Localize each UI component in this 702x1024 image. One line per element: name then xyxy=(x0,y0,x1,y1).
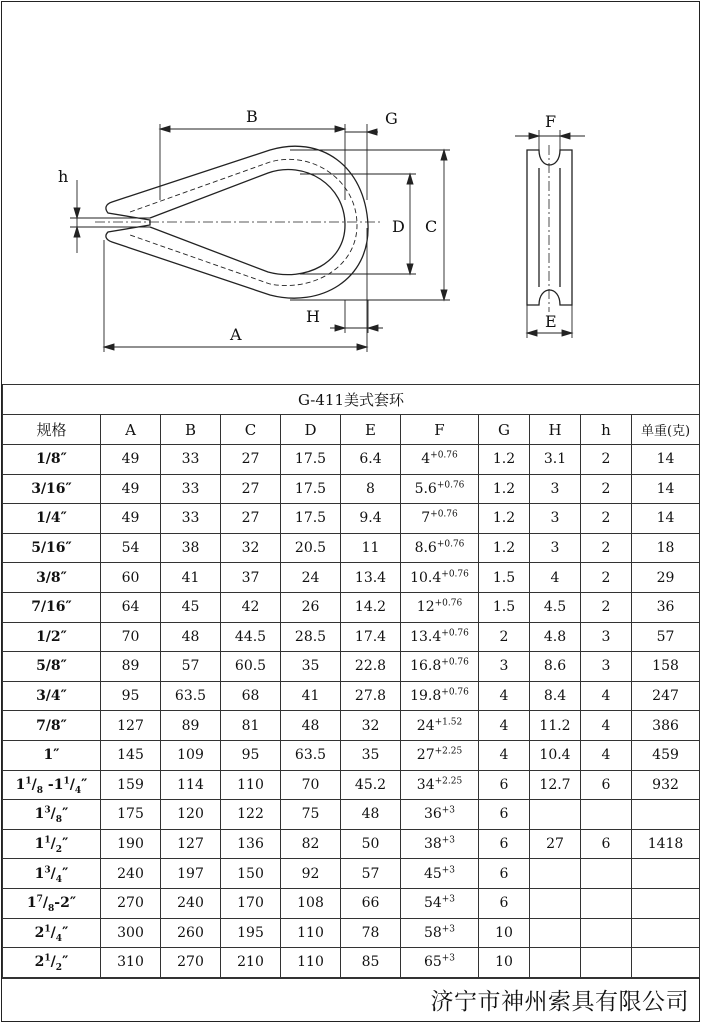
table-body xyxy=(3,445,700,978)
cell-B: 33 xyxy=(161,445,221,475)
cell-C: 170 xyxy=(221,888,281,918)
cell-A: 159 xyxy=(101,770,161,800)
cell-W xyxy=(632,888,700,918)
table-row xyxy=(3,681,700,711)
cell-C: 81 xyxy=(221,711,281,741)
cell-G: 4 xyxy=(479,711,530,741)
cell-W xyxy=(632,918,700,948)
cell-F: $8.6^{+0.76}$ xyxy=(401,533,479,563)
cell-F: $5.6^{+0.76}$ xyxy=(401,474,479,504)
cell-D: 20.5 xyxy=(281,533,341,563)
cell-H xyxy=(530,948,581,978)
cell-B: 120 xyxy=(161,800,221,830)
cell-H: 3 xyxy=(530,474,581,504)
cell-W: 18 xyxy=(632,533,700,563)
cell-G: 6 xyxy=(479,888,530,918)
label-H: H xyxy=(306,307,320,326)
table-row xyxy=(3,563,700,593)
spec-cell: $2^1/_2''$ xyxy=(3,948,101,978)
column-header: 单重(克) xyxy=(632,415,700,445)
cell-H xyxy=(530,888,581,918)
label-D: D xyxy=(392,217,405,236)
cell-H: 11.2 xyxy=(530,711,581,741)
cell-D: 82 xyxy=(281,829,341,859)
cell-C: 42 xyxy=(221,592,281,622)
label-F: F xyxy=(545,112,557,131)
spec-cell: $1^1/_2''$ xyxy=(3,829,101,859)
cell-D: 17.5 xyxy=(281,504,341,534)
cell-F: $27^{+2.25}$ xyxy=(401,740,479,770)
cell-h: 2 xyxy=(581,504,632,534)
cell-W: 29 xyxy=(632,563,700,593)
cell-h: 2 xyxy=(581,533,632,563)
cell-E: 9.4 xyxy=(341,504,401,534)
cell-h xyxy=(581,800,632,830)
cell-G: 4 xyxy=(479,681,530,711)
spec-cell: 1/4″ xyxy=(3,504,101,534)
cell-E: 85 xyxy=(341,948,401,978)
cell-E: 78 xyxy=(341,918,401,948)
cell-C: 27 xyxy=(221,504,281,534)
cell-h: 6 xyxy=(581,770,632,800)
cell-D: 41 xyxy=(281,681,341,711)
cell-A: 89 xyxy=(101,652,161,682)
cell-A: 240 xyxy=(101,859,161,889)
cell-A: 300 xyxy=(101,918,161,948)
table-row xyxy=(3,711,700,741)
cell-G: 1.2 xyxy=(479,445,530,475)
cell-A: 49 xyxy=(101,474,161,504)
label-C: C xyxy=(425,217,438,236)
cell-B: 38 xyxy=(161,533,221,563)
cell-G: 2 xyxy=(479,622,530,652)
cell-B: 197 xyxy=(161,859,221,889)
table-row xyxy=(3,770,700,800)
cell-C: 44.5 xyxy=(221,622,281,652)
column-header: A xyxy=(101,415,161,445)
label-A: A xyxy=(230,325,242,344)
table-row xyxy=(3,622,700,652)
table-row xyxy=(3,533,700,563)
table-row xyxy=(3,445,700,475)
cell-G: 6 xyxy=(479,770,530,800)
cell-E: 27.8 xyxy=(341,681,401,711)
cell-E: 22.8 xyxy=(341,652,401,682)
cell-A: 310 xyxy=(101,948,161,978)
spec-cell: 5/8″ xyxy=(3,652,101,682)
cell-C: 32 xyxy=(221,533,281,563)
table-row xyxy=(3,829,700,859)
cell-H: 4.5 xyxy=(530,592,581,622)
cell-E: 48 xyxy=(341,800,401,830)
cell-D: 70 xyxy=(281,770,341,800)
cell-A: 64 xyxy=(101,592,161,622)
cell-C: 68 xyxy=(221,681,281,711)
cell-A: 49 xyxy=(101,504,161,534)
cell-A: 60 xyxy=(101,563,161,593)
cell-E: 45.2 xyxy=(341,770,401,800)
cell-E: 32 xyxy=(341,711,401,741)
cell-D: 48 xyxy=(281,711,341,741)
cell-B: 63.5 xyxy=(161,681,221,711)
cell-B: 114 xyxy=(161,770,221,800)
cell-G: 6 xyxy=(479,829,530,859)
cell-E: 57 xyxy=(341,859,401,889)
spec-cell: $1^3/_4''$ xyxy=(3,859,101,889)
spec-cell: 1/2″ xyxy=(3,622,101,652)
cell-A: 70 xyxy=(101,622,161,652)
cell-C: 27 xyxy=(221,445,281,475)
cell-D: 17.5 xyxy=(281,445,341,475)
footer xyxy=(2,978,699,1021)
cell-W: 14 xyxy=(632,504,700,534)
cell-D: 24 xyxy=(281,563,341,593)
cell-H: 12.7 xyxy=(530,770,581,800)
spec-cell: 1/8″ xyxy=(3,445,101,475)
cell-G: 1.5 xyxy=(479,592,530,622)
cell-H: 8.6 xyxy=(530,652,581,682)
cell-W: 14 xyxy=(632,445,700,475)
table-row xyxy=(3,474,700,504)
cell-F: $12^{+0.76}$ xyxy=(401,592,479,622)
cell-E: 50 xyxy=(341,829,401,859)
thimble-technical-drawing xyxy=(0,0,700,384)
cell-h xyxy=(581,918,632,948)
cell-G: 10 xyxy=(479,948,530,978)
cell-D: 110 xyxy=(281,948,341,978)
column-header: G xyxy=(479,415,530,445)
cell-D: 75 xyxy=(281,800,341,830)
cell-h: 4 xyxy=(581,681,632,711)
cell-D: 26 xyxy=(281,592,341,622)
cell-G: 1.2 xyxy=(479,533,530,563)
cell-C: 195 xyxy=(221,918,281,948)
spec-cell: $2^1/_4''$ xyxy=(3,918,101,948)
dimension-labels xyxy=(58,107,557,344)
cell-H: 4.8 xyxy=(530,622,581,652)
cell-D: 108 xyxy=(281,888,341,918)
spec-cell: $1^7/_8-2''$ xyxy=(3,888,101,918)
cell-C: 27 xyxy=(221,474,281,504)
cell-F: $7^{+0.76}$ xyxy=(401,504,479,534)
cell-H xyxy=(530,859,581,889)
cell-A: 270 xyxy=(101,888,161,918)
cell-H: 27 xyxy=(530,829,581,859)
table-row xyxy=(3,592,700,622)
spec-cell: 7/16″ xyxy=(3,592,101,622)
cell-W: 36 xyxy=(632,592,700,622)
cell-B: 48 xyxy=(161,622,221,652)
cell-h: 4 xyxy=(581,740,632,770)
table-row xyxy=(3,859,700,889)
cell-A: 175 xyxy=(101,800,161,830)
cell-B: 89 xyxy=(161,711,221,741)
cell-E: 11 xyxy=(341,533,401,563)
cell-F: $36^{+3}$ xyxy=(401,800,479,830)
cell-D: 28.5 xyxy=(281,622,341,652)
cell-A: 190 xyxy=(101,829,161,859)
dimension-lines xyxy=(70,124,585,352)
cell-E: 17.4 xyxy=(341,622,401,652)
cell-G: 1.5 xyxy=(479,563,530,593)
cell-F: $19.8^{+0.76}$ xyxy=(401,681,479,711)
table-row xyxy=(3,948,700,978)
spec-cell: 1″ xyxy=(3,740,101,770)
cell-D: 110 xyxy=(281,918,341,948)
cell-B: 33 xyxy=(161,474,221,504)
cell-W: 386 xyxy=(632,711,700,741)
cell-h: 2 xyxy=(581,592,632,622)
cell-B: 260 xyxy=(161,918,221,948)
cell-h xyxy=(581,948,632,978)
cell-D: 35 xyxy=(281,652,341,682)
table-row xyxy=(3,652,700,682)
cell-h: 2 xyxy=(581,445,632,475)
cell-h: 2 xyxy=(581,563,632,593)
cell-C: 95 xyxy=(221,740,281,770)
cell-G: 10 xyxy=(479,918,530,948)
company-name: 济宁市神州索具有限公司 xyxy=(430,989,689,1015)
cell-h: 3 xyxy=(581,622,632,652)
cell-C: 210 xyxy=(221,948,281,978)
table-title: G-411美式套环 xyxy=(3,385,700,415)
cell-H: 3 xyxy=(530,533,581,563)
cell-W: 57 xyxy=(632,622,700,652)
cell-W xyxy=(632,948,700,978)
table-header xyxy=(3,415,700,445)
cell-W xyxy=(632,859,700,889)
spec-cell: $1^1/_8$ $-1^1/_4''$ xyxy=(3,770,101,800)
cell-W: 932 xyxy=(632,770,700,800)
cell-C: 150 xyxy=(221,859,281,889)
spec-table xyxy=(2,384,700,978)
cell-H xyxy=(530,918,581,948)
cell-B: 127 xyxy=(161,829,221,859)
table-row xyxy=(3,888,700,918)
cell-A: 95 xyxy=(101,681,161,711)
cell-h xyxy=(581,859,632,889)
cell-h xyxy=(581,888,632,918)
cell-W: 1418 xyxy=(632,829,700,859)
table-row xyxy=(3,740,700,770)
cell-B: 33 xyxy=(161,504,221,534)
cell-h: 6 xyxy=(581,829,632,859)
cell-W: 14 xyxy=(632,474,700,504)
label-h: h xyxy=(58,167,69,186)
cell-F: $4^{+0.76}$ xyxy=(401,445,479,475)
cell-B: 109 xyxy=(161,740,221,770)
cell-G: 3 xyxy=(479,652,530,682)
cell-G: 6 xyxy=(479,859,530,889)
column-header: 规格 xyxy=(3,415,101,445)
cell-A: 145 xyxy=(101,740,161,770)
cell-D: 92 xyxy=(281,859,341,889)
cell-H: 3 xyxy=(530,504,581,534)
cell-W: 247 xyxy=(632,681,700,711)
cell-F: $10.4^{+0.76}$ xyxy=(401,563,479,593)
cell-E: 13.4 xyxy=(341,563,401,593)
cell-D: 17.5 xyxy=(281,474,341,504)
cell-H: 3.1 xyxy=(530,445,581,475)
column-header: D xyxy=(281,415,341,445)
cell-h: 2 xyxy=(581,474,632,504)
cell-W xyxy=(632,800,700,830)
cell-H: 10.4 xyxy=(530,740,581,770)
cell-C: 122 xyxy=(221,800,281,830)
cell-G: 4 xyxy=(479,740,530,770)
cell-F: $13.4^{+0.76}$ xyxy=(401,622,479,652)
cell-F: $38^{+3}$ xyxy=(401,829,479,859)
column-header: E xyxy=(341,415,401,445)
cell-F: $58^{+3}$ xyxy=(401,918,479,948)
cell-E: 35 xyxy=(341,740,401,770)
cell-C: 110 xyxy=(221,770,281,800)
cell-A: 127 xyxy=(101,711,161,741)
cell-W: 158 xyxy=(632,652,700,682)
spec-cell: 5/16″ xyxy=(3,533,101,563)
cell-B: 41 xyxy=(161,563,221,593)
column-header: B xyxy=(161,415,221,445)
cell-F: $54^{+3}$ xyxy=(401,888,479,918)
spec-cell: 3/8″ xyxy=(3,563,101,593)
cell-C: 136 xyxy=(221,829,281,859)
cell-h: 3 xyxy=(581,652,632,682)
cell-E: 14.2 xyxy=(341,592,401,622)
cell-H: 4 xyxy=(530,563,581,593)
cell-E: 6.4 xyxy=(341,445,401,475)
table-row xyxy=(3,504,700,534)
cell-A: 54 xyxy=(101,533,161,563)
cell-D: 63.5 xyxy=(281,740,341,770)
thimble-side-view xyxy=(527,145,572,312)
cell-B: 45 xyxy=(161,592,221,622)
spec-cell: 7/8″ xyxy=(3,711,101,741)
cell-F: $34^{+2.25}$ xyxy=(401,770,479,800)
cell-C: 60.5 xyxy=(221,652,281,682)
cell-h: 4 xyxy=(581,711,632,741)
table-row xyxy=(3,800,700,830)
cell-W: 459 xyxy=(632,740,700,770)
cell-B: 270 xyxy=(161,948,221,978)
column-header: F xyxy=(401,415,479,445)
table-row xyxy=(3,918,700,948)
thimble-outline xyxy=(95,146,380,298)
label-G: G xyxy=(385,109,398,128)
label-E: E xyxy=(545,312,557,331)
cell-F: $65^{+3}$ xyxy=(401,948,479,978)
cell-G: 1.2 xyxy=(479,504,530,534)
cell-F: $24^{+1.52}$ xyxy=(401,711,479,741)
cell-C: 37 xyxy=(221,563,281,593)
column-header: C xyxy=(221,415,281,445)
cell-F: $16.8^{+0.76}$ xyxy=(401,652,479,682)
cell-E: 66 xyxy=(341,888,401,918)
column-header: H xyxy=(530,415,581,445)
column-header: h xyxy=(581,415,632,445)
cell-H: 8.4 xyxy=(530,681,581,711)
cell-G: 6 xyxy=(479,800,530,830)
cell-A: 49 xyxy=(101,445,161,475)
spec-cell: $1^3/_8''$ xyxy=(3,800,101,830)
cell-G: 1.2 xyxy=(479,474,530,504)
label-B: B xyxy=(246,107,258,126)
cell-F: $45^{+3}$ xyxy=(401,859,479,889)
cell-E: 8 xyxy=(341,474,401,504)
cell-H xyxy=(530,800,581,830)
cell-B: 57 xyxy=(161,652,221,682)
cell-B: 240 xyxy=(161,888,221,918)
spec-cell: 3/16″ xyxy=(3,474,101,504)
spec-cell: 3/4″ xyxy=(3,681,101,711)
